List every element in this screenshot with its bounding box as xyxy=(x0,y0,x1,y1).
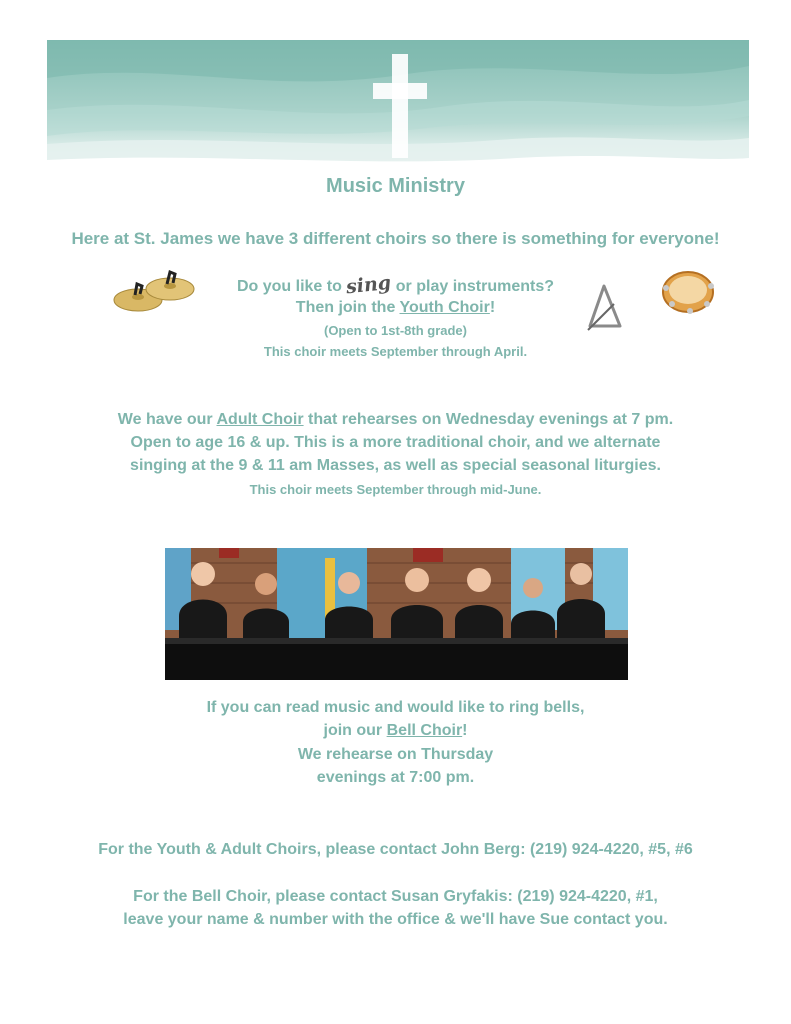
adult-line-4: This choir meets September through mid-June. xyxy=(249,482,542,497)
tambourine-icon xyxy=(660,268,716,316)
youth-line-1-post: or play instruments? xyxy=(395,278,555,295)
contact-line-2: For the Bell Choir, please contact Susan Gryfakis: (219) 924-4220, #1, xyxy=(133,888,658,905)
page-title: Music Ministry xyxy=(326,175,465,197)
youth-line-3: (Open to 1st-8th grade) xyxy=(323,323,467,338)
bell-choir-link: Bell Choir xyxy=(386,722,463,739)
contact-line-3: leave your name & number with the office & we'll have Sue contact you. xyxy=(123,911,668,928)
triangle-icon xyxy=(584,282,624,332)
adult-line-1-pre: We have our xyxy=(117,411,213,428)
music-note-icon: sing xyxy=(345,271,393,299)
youth-line-2-post: ! xyxy=(489,299,496,316)
bell-line-3: We rehearse on Thursday xyxy=(297,746,494,763)
adult-line-3: singing at the 9 & 11 am Masses, as well as special seasonal liturgies. xyxy=(130,457,661,474)
bell-line-2-post: ! xyxy=(462,722,468,739)
cross-icon-bar xyxy=(373,83,427,99)
youth-line-1-pre: Do you like to xyxy=(236,278,342,295)
youth-line-4: This choir meets September through April. xyxy=(263,344,528,359)
adult-line-1-post: that rehearses on Wednesday evenings at 7 pm. xyxy=(308,411,674,428)
cross-icon xyxy=(392,54,408,158)
bell-line-1: If you can read music and would like to ring bells, xyxy=(206,699,585,716)
bell-choir-photo xyxy=(165,548,628,680)
youth-line-2-pre: Then join the xyxy=(295,299,396,316)
bell-line-2-pre: join our xyxy=(323,722,383,739)
bell-line-4: evenings at 7:00 pm. xyxy=(316,769,475,786)
bell-line-2 xyxy=(0,722,791,740)
adult-line-1 xyxy=(0,411,791,429)
adult-choir-link: Adult Choir xyxy=(216,411,304,428)
contact-line-1: For the Youth & Adult Choirs, please contact John Berg: (219) 924-4220, #5, #6 xyxy=(98,841,693,858)
cymbals-icon xyxy=(112,264,198,318)
youth-choir-link: Youth Choir xyxy=(399,299,490,316)
adult-line-2: Open to age 16 & up. This is a more traditional choir, and we alternate xyxy=(130,434,661,451)
intro-text: Here at St. James we have 3 different choirs so there is something for everyone! xyxy=(71,229,720,248)
